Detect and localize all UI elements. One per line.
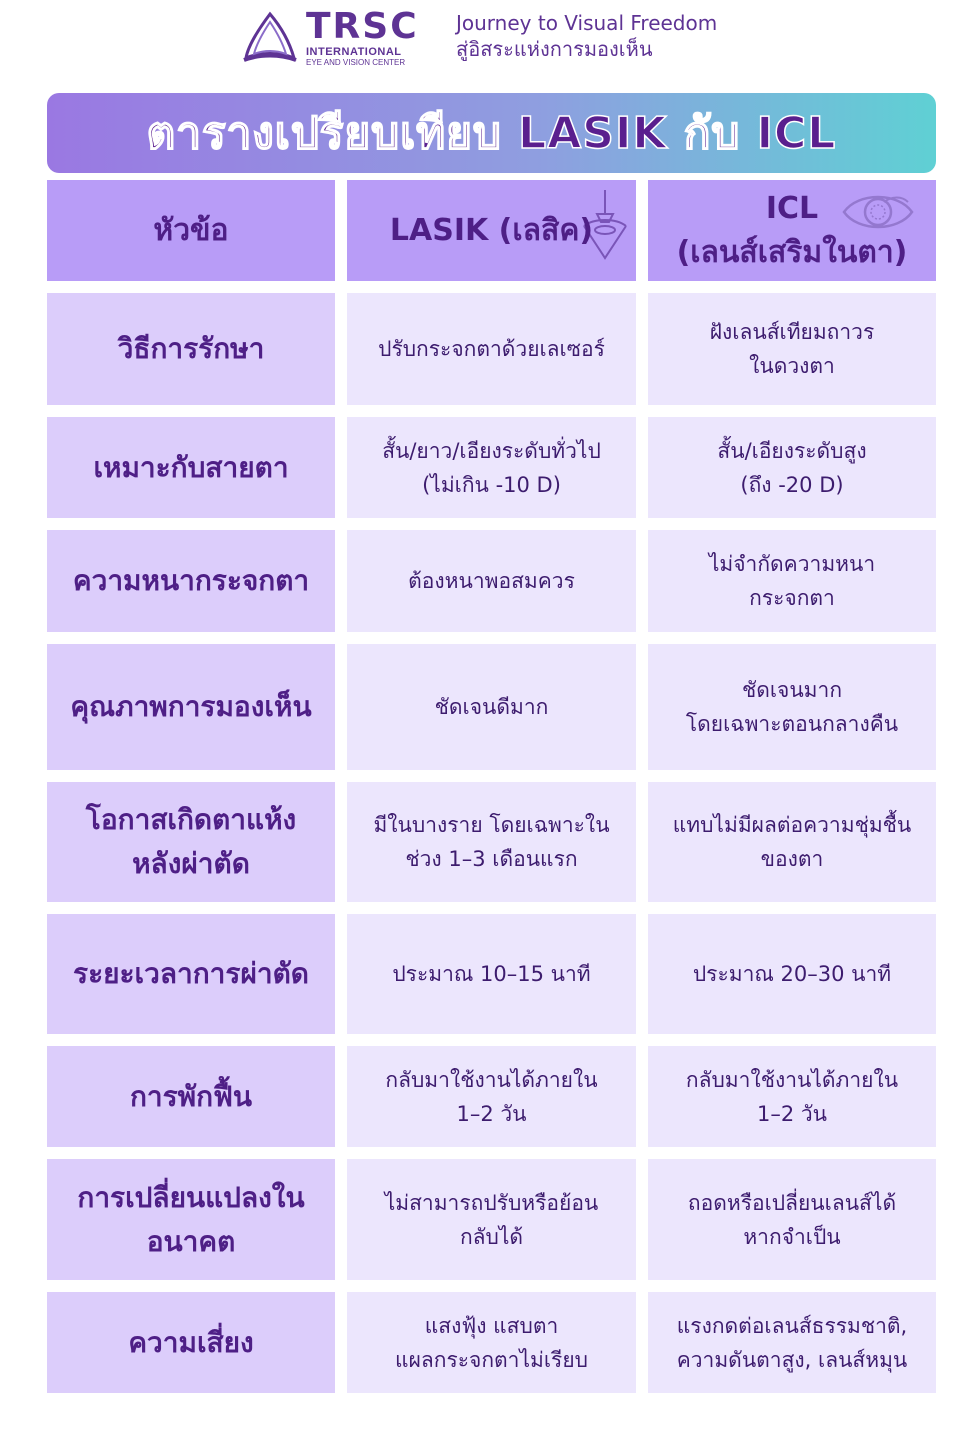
brand-sub: INTERNATIONAL — [306, 46, 402, 58]
lasik-cell — [347, 914, 636, 1034]
topic-cell — [47, 1292, 335, 1393]
topic-label: โอกาสเกิดตาแห้ง หลังผ่าตัด — [85, 803, 297, 880]
lasik-value: มีในบางราย โดยเฉพาะใน ช่วง 1–3 เดือนแรก — [373, 813, 610, 871]
lasik-value: ปรับกระจกตาด้วยเลเซอร์ — [378, 337, 605, 361]
comparison-table — [47, 180, 936, 1405]
icl-value: ถอดหรือเปลี่ยนเลนส์ได้ หากจำเป็น — [687, 1190, 897, 1249]
lasik-cell — [347, 417, 636, 518]
icl-value: กลับมาใช้งานได้ภายใน 1–2 วัน — [685, 1067, 899, 1126]
brand-name: TRSC — [306, 6, 419, 47]
table-row — [47, 293, 936, 405]
title-banner — [47, 93, 936, 173]
lasik-cell — [347, 530, 636, 632]
icl-cell — [648, 1159, 936, 1280]
header-cell-icl — [648, 180, 936, 281]
icl-cell — [648, 914, 936, 1034]
header-topic-label: หัวข้อ — [153, 212, 229, 248]
table-row — [47, 530, 936, 632]
lasik-value: แสงฟุ้ง แสบตา แผลกระจกตาไม่เรียบ — [395, 1313, 588, 1372]
table-row — [47, 914, 936, 1034]
lasik-value: ไม่สามารถปรับหรือย้อน กลับได้ — [384, 1190, 599, 1249]
topic-cell — [47, 417, 335, 518]
table-row — [47, 417, 936, 518]
table-row — [47, 782, 936, 902]
topic-cell — [47, 782, 335, 902]
icl-cell — [648, 293, 936, 405]
lasik-value: กลับมาใช้งานได้ภายใน 1–2 วัน — [385, 1067, 598, 1126]
brand — [306, 8, 419, 68]
topic-cell — [47, 1046, 335, 1147]
icl-value: ไม่จำกัดความหนา กระจกตา — [708, 552, 876, 610]
topic-label: วิธีการรักษา — [117, 332, 265, 365]
tagline-en: Journey to Visual Freedom — [456, 11, 718, 35]
header-lasik-label: LASIK (เลสิค) — [389, 212, 594, 248]
page-title: ตารางเปรียบเทียบ LASIK กับ ICL — [146, 108, 837, 159]
lasik-value: ต้องหนาพอสมควร — [408, 569, 575, 593]
lasik-value: ชัดเจนดีมาก — [434, 695, 549, 719]
header-icl-label: ICL (เลนส์เสริมในตา) — [676, 190, 908, 270]
tagline-th: สู่อิสระแห่งการมองเห็น — [456, 37, 653, 61]
lasik-value: สั้น/ยาว/เอียงระดับทั่วไป (ไม่เกิน -10 D) — [382, 438, 601, 497]
brand-sub2: EYE AND VISION CENTER — [306, 58, 406, 67]
icl-value: สั้น/เอียงระดับสูง (ถึง -20 D) — [717, 438, 867, 497]
topic-label: เหมาะกับสายตา — [93, 450, 289, 484]
topic-label: การเปลี่ยนแปลงใน อนาคต — [77, 1180, 305, 1258]
topic-label: ความเสี่ยง — [128, 1325, 254, 1359]
lasik-cell — [347, 644, 636, 770]
lasik-cell — [347, 782, 636, 902]
topic-cell — [47, 914, 335, 1034]
lasik-cell — [347, 293, 636, 405]
topic-label: ระยะเวลาการผ่าตัด — [73, 957, 309, 990]
topic-label: คุณภาพการมองเห็น — [70, 690, 312, 723]
topic-cell — [47, 293, 335, 405]
lasik-value: ประมาณ 10–15 นาที — [392, 962, 591, 986]
table-header-row — [47, 180, 936, 281]
table-row — [47, 1046, 936, 1147]
lasik-cell — [347, 1292, 636, 1393]
icl-cell — [648, 782, 936, 902]
header-cell-lasik — [347, 180, 636, 281]
trsc-logo-icon — [240, 10, 300, 66]
icl-cell — [648, 1292, 936, 1393]
topic-cell — [47, 1159, 335, 1280]
header-cell-topic — [47, 180, 335, 281]
icl-value: ชัดเจนมาก โดยเฉพาะตอนกลางคืน — [685, 678, 899, 736]
icl-cell — [648, 1046, 936, 1147]
icl-cell — [648, 417, 936, 518]
icl-value: แรงกดต่อเลนส์ธรรมชาติ, ความดันตาสูง, เลนส์หมุน — [676, 1313, 908, 1372]
lasik-cell — [347, 1046, 636, 1147]
table-row — [47, 1292, 936, 1393]
topic-label: ความหนากระจกตา — [72, 564, 310, 597]
lasik-cell — [347, 1159, 636, 1280]
topic-label: การพักฟื้น — [129, 1079, 253, 1113]
icl-value: ฝังเลนส์เทียมถาวร ในดวงตา — [709, 320, 875, 378]
topic-cell — [47, 530, 335, 632]
icl-cell — [648, 644, 936, 770]
table-row — [47, 644, 936, 770]
topic-cell — [47, 644, 335, 770]
icl-value: แทบไม่มีผลต่อความชุ่มชื้น ของตา — [672, 813, 912, 871]
icl-cell — [648, 530, 936, 632]
table-row — [47, 1159, 936, 1280]
header — [0, 0, 980, 90]
tagline — [456, 10, 717, 62]
icl-value: ประมาณ 20–30 นาที — [692, 962, 892, 986]
